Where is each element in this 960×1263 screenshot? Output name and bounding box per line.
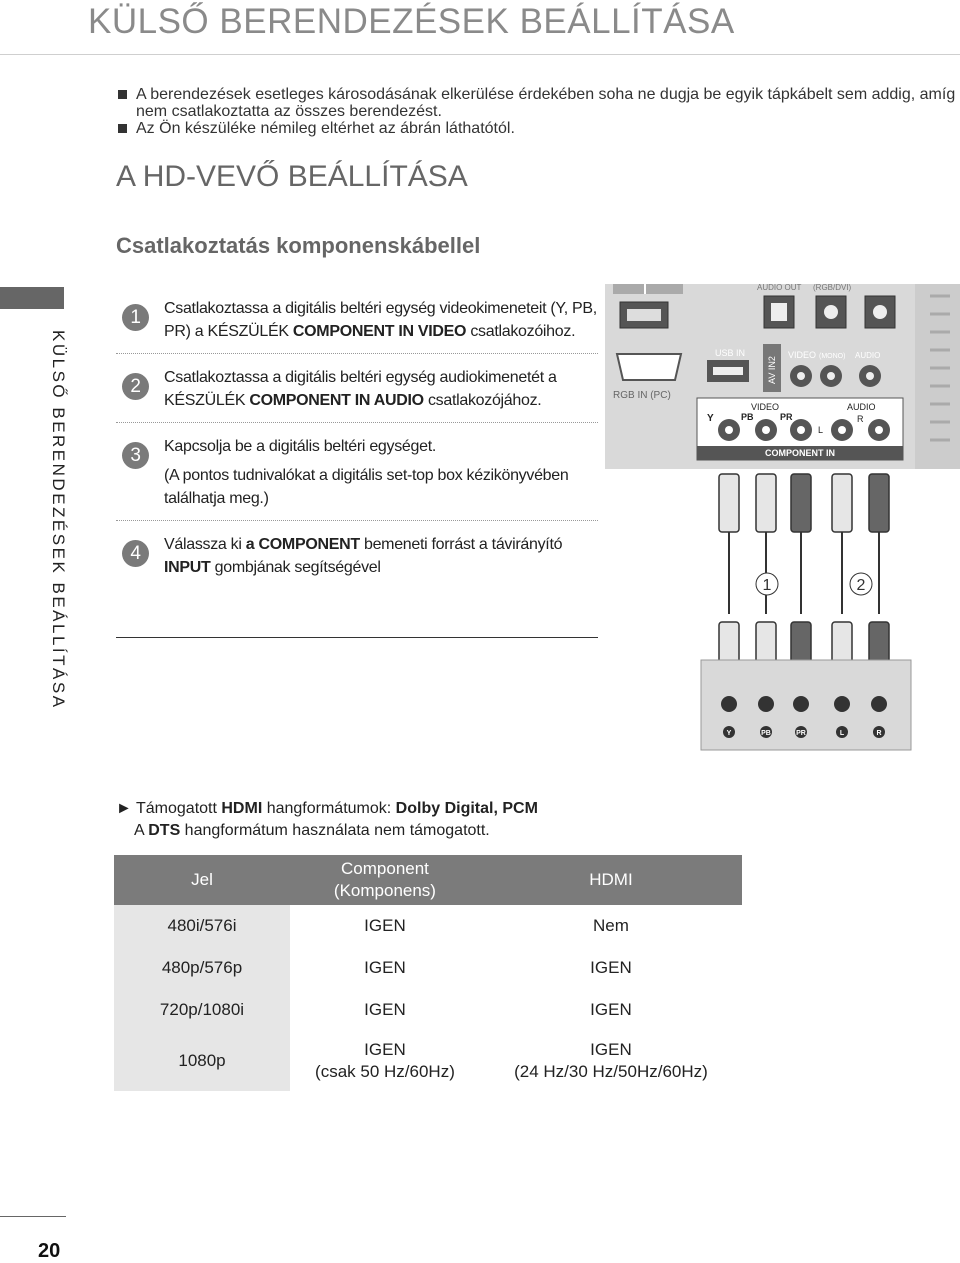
usb-in-label: USB IN [715, 348, 746, 358]
audio-out-label: AUDIO OUT [757, 284, 802, 292]
arrow-icon: ► [116, 800, 132, 817]
steps-divider [116, 637, 598, 638]
table-cell: IGEN [364, 1000, 406, 1019]
step-text-bold: COMPONENT IN VIDEO [292, 323, 467, 340]
step-number-badge: 2 [122, 373, 149, 400]
component-video-label: VIDEO [751, 402, 780, 412]
av-in2-label: AV IN2 [767, 356, 777, 384]
hdmi-format-note [116, 798, 538, 842]
square-bullet-icon [118, 124, 127, 133]
cable-2-badge: 2 [856, 577, 866, 594]
table-cell: 480i/576i [114, 905, 290, 947]
audio-jacks [764, 296, 895, 328]
table-row [114, 905, 742, 947]
note-text: A berendezések esetleges károsodásának elkerülése érdekében soha ne dugja be egyik tápkábelt sem addig, amíg nem csatlakoztatta az összes berendezést. [136, 86, 956, 120]
table-cell: IGEN [364, 958, 406, 977]
mono-label: (MONO) [819, 353, 846, 360]
table-row [114, 947, 742, 989]
table-cell: IGEN [590, 958, 632, 977]
table-cell: IGEN [590, 1000, 632, 1019]
side-tab-marker [0, 287, 64, 309]
step-text-bold: a COMPONENT [245, 536, 360, 553]
component-in-label: COMPONENT IN [765, 448, 836, 458]
step-text: bemeneti forrást a távirányító [359, 536, 563, 553]
note-bold: Dolby Digital, PCM [395, 800, 538, 817]
step-item [116, 366, 598, 423]
component-audio-label: AUDIO [847, 402, 876, 412]
page-number: 20 [38, 1240, 61, 1262]
header-cell: HDMI [480, 855, 742, 905]
note-text: Támogatott [136, 800, 222, 817]
note-line [116, 820, 538, 842]
note-item [118, 120, 960, 137]
step-text: Csatlakoztassa a digitális beltéri egység videokimeneteit (Y, PB, PR) a KÉSZÜLÉK [164, 300, 597, 340]
table-cell: 1080p [114, 1031, 290, 1091]
step-text-bold: INPUT [164, 559, 211, 576]
stb-pr-label: PR [796, 730, 806, 737]
stb-y-label: Y [726, 730, 732, 737]
table-header-row [114, 855, 742, 905]
component-r-label: R [857, 414, 864, 424]
note-text: hangformátum használata nem támogatott. [180, 822, 490, 839]
av-audio-label: AUDIO [855, 351, 881, 360]
note-text: A [134, 822, 149, 839]
signal-format-table [114, 855, 742, 1091]
square-bullet-icon [118, 90, 127, 99]
table-cell: 720p/1080i [114, 989, 290, 1031]
cable-1-badge: 1 [762, 577, 772, 594]
step-item [116, 533, 598, 589]
header-component: Component (Komponens) [333, 859, 436, 900]
step-text: (A pontos tudnivalókat a digitális set-top box kézikönyvében találhatja meg.) [164, 467, 569, 507]
component-pb-label: PB [741, 412, 754, 422]
table-cell: IGEN (csak 50 Hz/60Hz) [315, 1040, 455, 1081]
component-l-label: L [818, 425, 824, 435]
header-cell: Jel [114, 855, 290, 905]
component-y-label: Y [707, 413, 714, 424]
note-bold: HDMI [221, 800, 263, 817]
title-divider [0, 54, 960, 55]
step-text: csatlakozóihoz. [466, 323, 576, 340]
table-row [114, 989, 742, 1031]
connection-diagram [605, 284, 960, 754]
note-text: Az Ön készüléke némileg eltérhet az ábrán láthatótól. [136, 120, 515, 137]
rgb-dvi-label: (RGB/DVI) [813, 284, 852, 292]
step-text: Válassza ki [164, 536, 246, 553]
note-text: hangformátumok: [262, 800, 396, 817]
step-text: Kapcsolja be a digitális beltéri egységet. [164, 438, 437, 455]
rgb-in-label: RGB IN (PC) [613, 390, 671, 401]
header-cell [290, 855, 480, 905]
note-item [118, 86, 960, 120]
footer-divider [0, 1216, 66, 1217]
step-item [116, 435, 598, 521]
warning-notes [118, 86, 960, 137]
section-subtitle: Csatlakoztatás komponenskábellel [116, 233, 481, 258]
note-bold: DTS [148, 822, 181, 839]
step-text: csatlakozójához. [423, 392, 542, 409]
table-row [114, 1031, 742, 1091]
step-text-bold: COMPONENT IN AUDIO [249, 392, 424, 409]
rgb-port [617, 354, 681, 380]
table-cell: IGEN [364, 916, 406, 935]
component-pr-label: PR [780, 412, 793, 422]
step-list [116, 297, 598, 601]
step-number-badge: 1 [122, 304, 149, 331]
step-item [116, 297, 598, 354]
table-cell: IGEN (24 Hz/30 Hz/50Hz/60Hz) [514, 1040, 708, 1081]
video-label: VIDEO [788, 350, 817, 360]
step-text: gombjának segítségével [210, 559, 381, 576]
step-text: Csatlakoztassa a digitális beltéri egység audiokimenetét a KÉSZÜLÉK [164, 369, 557, 409]
section-title: A HD-VEVŐ BEÁLLÍTÁSA [116, 160, 468, 193]
side-chapter-label: KÜLSŐ BERENDEZÉSEK BEÁLLÍTÁSA [49, 330, 68, 710]
stb-l-label: L [839, 730, 845, 737]
table-cell: 480p/576p [114, 947, 290, 989]
step-number-badge: 4 [122, 540, 149, 567]
stb-r-label: R [876, 730, 882, 737]
table-cell: Nem [593, 916, 629, 935]
step-number-badge: 3 [122, 442, 149, 469]
note-line [116, 798, 538, 820]
stb-pb-label: PB [761, 730, 771, 737]
page-title: KÜLSŐ BERENDEZÉSEK BEÁLLÍTÁSA [88, 2, 735, 41]
